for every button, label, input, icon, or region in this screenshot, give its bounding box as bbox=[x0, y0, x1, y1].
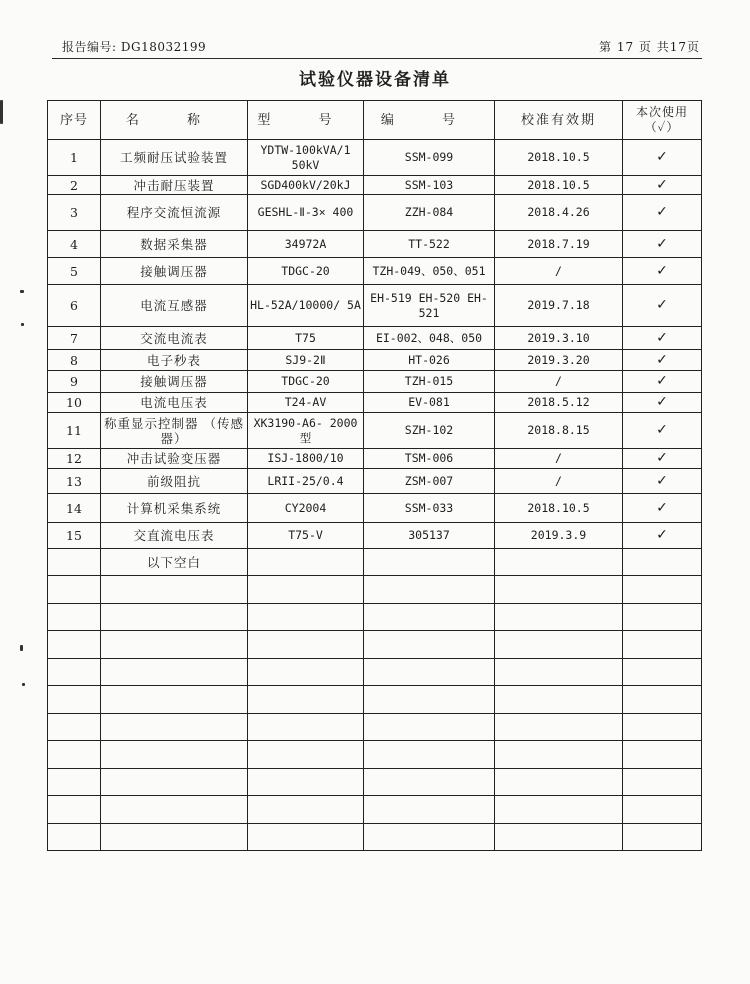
row-number: 14 bbox=[48, 494, 101, 523]
equipment-name: 电流电压表 bbox=[101, 393, 248, 413]
empty-cell bbox=[623, 824, 702, 851]
equipment-code: EH-519 EH-520 EH-521 bbox=[364, 285, 495, 327]
empty-row bbox=[48, 576, 702, 604]
empty-cell bbox=[364, 549, 495, 576]
used-check: ✓ bbox=[623, 195, 702, 231]
empty-cell bbox=[248, 659, 364, 686]
empty-cell bbox=[623, 686, 702, 714]
equipment-name: 计算机采集系统 bbox=[101, 494, 248, 523]
equipment-name: 冲击试验变压器 bbox=[101, 449, 248, 469]
calibration-date: 2018.8.15 bbox=[495, 413, 623, 449]
empty-cell bbox=[248, 824, 364, 851]
empty-cell bbox=[364, 796, 495, 824]
equipment-table bbox=[47, 100, 702, 851]
table-row bbox=[48, 469, 702, 494]
equipment-code: TT-522 bbox=[364, 231, 495, 258]
empty-cell bbox=[623, 796, 702, 824]
empty-cell bbox=[364, 686, 495, 714]
equipment-model: GESHL-Ⅱ-3× 400 bbox=[248, 195, 364, 231]
empty-cell bbox=[495, 659, 623, 686]
empty-cell bbox=[248, 549, 364, 576]
row-number bbox=[48, 549, 101, 576]
used-check: ✓ bbox=[623, 523, 702, 549]
empty-cell bbox=[101, 604, 248, 631]
empty-cell bbox=[248, 631, 364, 659]
used-check: ✓ bbox=[623, 469, 702, 494]
table-row bbox=[48, 140, 702, 176]
empty-cell bbox=[364, 824, 495, 851]
row-number: 10 bbox=[48, 393, 101, 413]
row-number: 6 bbox=[48, 285, 101, 327]
empty-cell bbox=[495, 576, 623, 604]
row-number: 12 bbox=[48, 449, 101, 469]
equipment-model: HL-52A/10000/ 5A bbox=[248, 285, 364, 327]
empty-cell bbox=[623, 769, 702, 796]
empty-row bbox=[48, 659, 702, 686]
scan-mark bbox=[21, 323, 24, 326]
empty-cell bbox=[623, 714, 702, 741]
col-header-name: 名 称 bbox=[101, 101, 248, 140]
table-row bbox=[48, 449, 702, 469]
row-number: 4 bbox=[48, 231, 101, 258]
empty-cell bbox=[48, 769, 101, 796]
calibration-date: 2019.7.18 bbox=[495, 285, 623, 327]
empty-row bbox=[48, 796, 702, 824]
calibration-date: 2018.10.5 bbox=[495, 176, 623, 195]
calibration-date: 2018.10.5 bbox=[495, 140, 623, 176]
equipment-model: T24-AV bbox=[248, 393, 364, 413]
equipment-model: T75 bbox=[248, 327, 364, 350]
empty-cell bbox=[495, 604, 623, 631]
equipment-model: 34972A bbox=[248, 231, 364, 258]
empty-cell bbox=[623, 659, 702, 686]
equipment-code: SZH-102 bbox=[364, 413, 495, 449]
used-check: ✓ bbox=[623, 494, 702, 523]
document-title: 试验仪器设备清单 bbox=[299, 70, 451, 90]
calibration-date: 2019.3.20 bbox=[495, 350, 623, 371]
equipment-name: 数据采集器 bbox=[101, 231, 248, 258]
empty-cell bbox=[248, 576, 364, 604]
empty-cell bbox=[48, 631, 101, 659]
used-check: ✓ bbox=[623, 231, 702, 258]
scan-mark bbox=[20, 290, 24, 293]
empty-cell bbox=[101, 769, 248, 796]
used-check: ✓ bbox=[623, 327, 702, 350]
equipment-model: TDGC-20 bbox=[248, 371, 364, 393]
empty-cell bbox=[495, 796, 623, 824]
empty-cell bbox=[101, 824, 248, 851]
row-number: 13 bbox=[48, 469, 101, 494]
empty-cell bbox=[248, 686, 364, 714]
calibration-date: / bbox=[495, 449, 623, 469]
empty-cell bbox=[48, 659, 101, 686]
empty-cell bbox=[101, 659, 248, 686]
empty-cell bbox=[623, 631, 702, 659]
end-note: 以下空白 bbox=[101, 549, 248, 576]
row-number: 5 bbox=[48, 258, 101, 285]
empty-cell bbox=[495, 549, 623, 576]
equipment-name: 冲击耐压装置 bbox=[101, 176, 248, 195]
row-number: 9 bbox=[48, 371, 101, 393]
empty-cell bbox=[248, 604, 364, 631]
equipment-code: 305137 bbox=[364, 523, 495, 549]
used-check: ✓ bbox=[623, 371, 702, 393]
row-number: 2 bbox=[48, 176, 101, 195]
empty-cell bbox=[101, 796, 248, 824]
equipment-model: SGD400kV/20kJ bbox=[248, 176, 364, 195]
calibration-date: 2018.10.5 bbox=[495, 494, 623, 523]
empty-row bbox=[48, 714, 702, 741]
empty-cell bbox=[623, 576, 702, 604]
empty-row bbox=[48, 824, 702, 851]
used-check: ✓ bbox=[623, 258, 702, 285]
empty-cell bbox=[101, 576, 248, 604]
empty-cell bbox=[364, 604, 495, 631]
equipment-model: XK3190-A6- 2000型 bbox=[248, 413, 364, 449]
equipment-model: CY2004 bbox=[248, 494, 364, 523]
row-number: 7 bbox=[48, 327, 101, 350]
table-row bbox=[48, 258, 702, 285]
used-check: ✓ bbox=[623, 449, 702, 469]
page-number: 第 17 页 共17页 bbox=[599, 40, 700, 54]
row-number: 8 bbox=[48, 350, 101, 371]
empty-cell bbox=[48, 714, 101, 741]
empty-cell bbox=[364, 631, 495, 659]
col-header-code: 编 号 bbox=[364, 101, 495, 140]
empty-cell bbox=[101, 686, 248, 714]
calibration-date: / bbox=[495, 469, 623, 494]
equipment-name: 电子秒表 bbox=[101, 350, 248, 371]
empty-row bbox=[48, 769, 702, 796]
table-row-end-note bbox=[48, 549, 702, 576]
used-check: ✓ bbox=[623, 393, 702, 413]
empty-cell bbox=[48, 604, 101, 631]
equipment-code: SSM-103 bbox=[364, 176, 495, 195]
empty-cell bbox=[48, 824, 101, 851]
used-label: 本次使用 bbox=[635, 105, 688, 119]
empty-cell bbox=[495, 714, 623, 741]
scan-mark bbox=[0, 100, 3, 124]
table-row bbox=[48, 285, 702, 327]
equipment-code: ZSM-007 bbox=[364, 469, 495, 494]
empty-cell bbox=[364, 769, 495, 796]
equipment-code: EV-081 bbox=[364, 393, 495, 413]
empty-cell bbox=[364, 741, 495, 769]
equipment-model: YDTW-100kVA/1 50kV bbox=[248, 140, 364, 176]
calibration-date: 2019.3.10 bbox=[495, 327, 623, 350]
calibration-date: 2018.7.19 bbox=[495, 231, 623, 258]
equipment-code: SSM-099 bbox=[364, 140, 495, 176]
calibration-date: 2018.4.26 bbox=[495, 195, 623, 231]
empty-cell bbox=[623, 549, 702, 576]
equipment-name: 前级阻抗 bbox=[101, 469, 248, 494]
equipment-code: HT-026 bbox=[364, 350, 495, 371]
calibration-date: 2018.5.12 bbox=[495, 393, 623, 413]
report-number: 报告编号: DG18032199 bbox=[62, 40, 207, 54]
empty-cell bbox=[495, 769, 623, 796]
equipment-name: 交流电流表 bbox=[101, 327, 248, 350]
equipment-model: ISJ-1800/10 bbox=[248, 449, 364, 469]
table-row bbox=[48, 413, 702, 449]
empty-cell bbox=[495, 824, 623, 851]
row-number: 15 bbox=[48, 523, 101, 549]
empty-row bbox=[48, 686, 702, 714]
equipment-model: T75-V bbox=[248, 523, 364, 549]
equipment-name: 电流互感器 bbox=[101, 285, 248, 327]
row-number: 3 bbox=[48, 195, 101, 231]
empty-cell bbox=[364, 659, 495, 686]
row-number: 1 bbox=[48, 140, 101, 176]
scan-mark bbox=[20, 645, 23, 651]
row-number: 11 bbox=[48, 413, 101, 449]
empty-row bbox=[48, 631, 702, 659]
table-row bbox=[48, 327, 702, 350]
table-row bbox=[48, 350, 702, 371]
equipment-name: 交直流电压表 bbox=[101, 523, 248, 549]
table-row bbox=[48, 523, 702, 549]
empty-cell bbox=[48, 741, 101, 769]
table-row bbox=[48, 393, 702, 413]
equipment-code: TZH-015 bbox=[364, 371, 495, 393]
empty-cell bbox=[248, 741, 364, 769]
used-check-label: （✓） bbox=[644, 120, 680, 134]
empty-cell bbox=[48, 796, 101, 824]
used-check: ✓ bbox=[623, 176, 702, 195]
calibration-date: / bbox=[495, 371, 623, 393]
empty-cell bbox=[48, 576, 101, 604]
empty-cell bbox=[495, 631, 623, 659]
table-header-row bbox=[48, 101, 702, 140]
empty-cell bbox=[101, 741, 248, 769]
empty-cell bbox=[101, 631, 248, 659]
equipment-model: TDGC-20 bbox=[248, 258, 364, 285]
calibration-date: 2019.3.9 bbox=[495, 523, 623, 549]
equipment-code: SSM-033 bbox=[364, 494, 495, 523]
empty-row bbox=[48, 604, 702, 631]
equipment-code: TZH-049、050、051 bbox=[364, 258, 495, 285]
page-header bbox=[52, 36, 702, 59]
table-row bbox=[48, 494, 702, 523]
table-row bbox=[48, 371, 702, 393]
empty-row bbox=[48, 741, 702, 769]
col-header-model: 型 号 bbox=[248, 101, 364, 140]
empty-cell bbox=[101, 714, 248, 741]
table-row bbox=[48, 176, 702, 195]
empty-cell bbox=[495, 741, 623, 769]
col-header-no: 序号 bbox=[48, 101, 101, 140]
empty-cell bbox=[495, 686, 623, 714]
used-check: ✓ bbox=[623, 140, 702, 176]
empty-cell bbox=[623, 604, 702, 631]
equipment-name: 接触调压器 bbox=[101, 371, 248, 393]
col-header-used bbox=[623, 101, 702, 140]
calibration-date: / bbox=[495, 258, 623, 285]
equipment-name: 接触调压器 bbox=[101, 258, 248, 285]
table-row bbox=[48, 231, 702, 258]
equipment-name: 程序交流恒流源 bbox=[101, 195, 248, 231]
empty-cell bbox=[48, 686, 101, 714]
scan-mark bbox=[22, 683, 25, 686]
equipment-code: TSM-006 bbox=[364, 449, 495, 469]
equipment-name: 工频耐压试验装置 bbox=[101, 140, 248, 176]
table-row bbox=[48, 195, 702, 231]
empty-cell bbox=[248, 796, 364, 824]
used-check: ✓ bbox=[623, 285, 702, 327]
used-check: ✓ bbox=[623, 350, 702, 371]
equipment-model: LRII-25/0.4 bbox=[248, 469, 364, 494]
used-check: ✓ bbox=[623, 413, 702, 449]
equipment-name: 称重显示控制器 （传感器） bbox=[101, 413, 248, 449]
empty-cell bbox=[248, 769, 364, 796]
empty-cell bbox=[248, 714, 364, 741]
col-header-date: 校准有效期 bbox=[495, 101, 623, 140]
equipment-code: EI-002、048、050 bbox=[364, 327, 495, 350]
empty-cell bbox=[364, 714, 495, 741]
equipment-code: ZZH-084 bbox=[364, 195, 495, 231]
empty-cell bbox=[364, 576, 495, 604]
empty-cell bbox=[623, 741, 702, 769]
equipment-model: SJ9-2Ⅱ bbox=[248, 350, 364, 371]
